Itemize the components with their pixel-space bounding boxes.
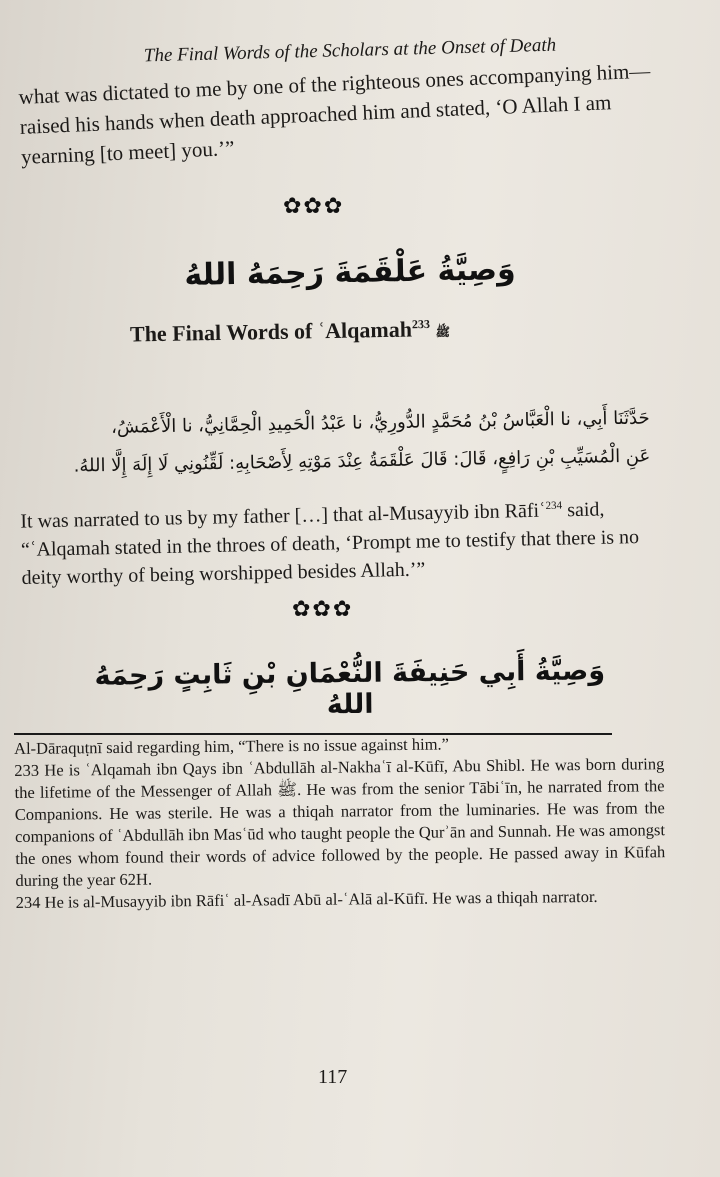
arabic-narration-line-1: حَدَّثَنَا أَبِي، نا الْعَبَّاسُ بْنُ مُحَمَّدٍ الدُّورِيُّ، نا عَبْدُ الْحَمِيدِ الْحِمَّانِيُّ، نا الْأَعْمَشُ،	[110, 407, 650, 438]
english-narration	[20, 490, 662, 592]
arabic-heading-alqamah: وَصِيَّةُ عَلْقَمَةَ رَحِمَهُ اللهُ	[184, 252, 516, 293]
arabic-narration	[19, 400, 650, 487]
footnote-233: 233 He is ʿAlqamah ibn Qays ibn ʿAbdullāh al-Nakhaʿī al-Kūfī, Abu Shibl. He was born during the lifetime of the Messenger of Allah ﷺ. He was from the senior Tābiʿīn, he narrated from the Companions. He was sterile. He was a thiqah narrator from the luminaries. He was from the companions of ʿAbdullāh ibn Masʿūd who taught people the Qurʾān and Sunnah. He was amongst the ones whom found their words of advice followed by the people. He passed away in Kūfah during the year 62H.	[14, 754, 666, 890]
honorific-seal: ﷺ	[435, 324, 451, 340]
narration-text-a: It was narrated to us by my father […] that al-Musayyib ibn Rāfiʿ	[20, 499, 546, 533]
running-head: The Final Words of the Scholars at the Onset of Death	[143, 34, 557, 67]
footnote-ref-234: 234	[545, 499, 563, 512]
english-heading-alqamah	[130, 315, 530, 348]
footnote-234: 234 He is al-Musayyib ibn Rāfiʿ al-Asadī Abū al-ʿAlā al-Kūfī. He was a thiqah narrator.	[15, 886, 598, 912]
top-paragraph: what was dictated to me by one of the righteous ones accompanying him—raised his hands when death approached him and stated, ‘O Allah I am yearning [to meet] you.’”	[18, 58, 651, 169]
page-number: 117	[318, 1066, 348, 1088]
arabic-heading-abu-hanifah: وَصِيَّةُ أَبِي حَنِيفَةَ النُّعْمَانِ بْنِ ثَابِتٍ رَحِمَهُ اللهُ	[94, 655, 606, 721]
footnotes	[14, 731, 666, 914]
arabic-narration-line-2: عَنِ الْمُسَيِّبِ بْنِ رَافِعٍ، قَالَ: قَالَ عَلْقَمَةُ عِنْدَ مَوْتِهِ لِأَصْحَابِهِ: لَقِّنُونِي لَا إِلَهَ إِلَّا اللهُ.	[73, 445, 651, 477]
section-divider-ornament: ✿✿✿	[283, 193, 345, 218]
section-divider-ornament-2: ✿✿✿	[292, 596, 354, 621]
narration-text-b: said, “ʿAlqamah stated in the throes of death, ‘Prompt me to testify that there is no deity worthy of being worshipped besides Allah.’”	[20, 498, 640, 589]
footnote-continuation: Al-Dāraquṭnī said regarding him, “There is no issue against him.”	[14, 734, 450, 758]
heading-text: The Final Words of ʿAlqamah	[129, 316, 413, 347]
footnote-ref-233: 233	[411, 316, 430, 332]
